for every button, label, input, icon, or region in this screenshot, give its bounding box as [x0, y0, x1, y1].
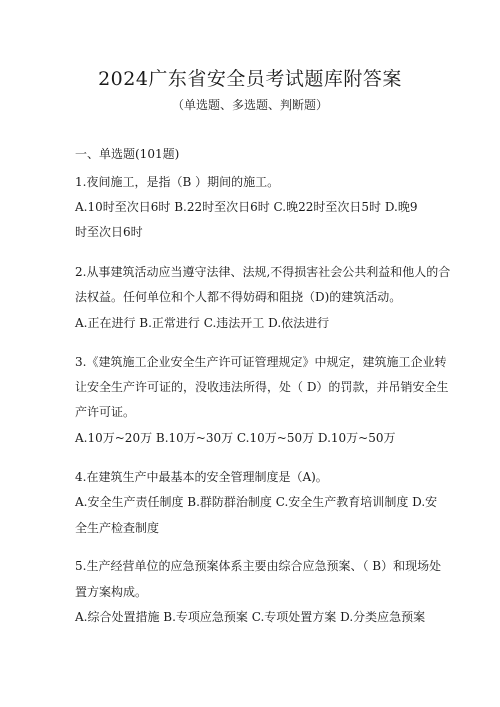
- question-3-stem-cont: 让安全生产许可证的，没收违法所得，处（ D）的罚款，并吊销安全生: [75, 380, 449, 394]
- question-3-options: A.10万~20万 B.10万~30万 C.10万~50万 D.10万~50万: [75, 431, 396, 445]
- question-2-stem: 2.从事建筑活动应当遵守法律、法规,不得损害社会公共利益和他人的合: [75, 265, 451, 279]
- question-4-stem: 4.在建筑生产中最基本的安全管理制度是（A)。: [75, 470, 328, 484]
- question-5-stem: 5.生产经营单位的应急预案体系主要由综合应急预案、（ B）和现场处: [75, 559, 442, 573]
- question-3-stem-end: 产许可证。: [75, 405, 136, 419]
- question-3-stem: 3.《建筑施工企业安全生产许可证管理规定》中规定，建筑施工企业转: [75, 355, 447, 369]
- question-4-options-cont: 全生产检查制度: [75, 521, 160, 535]
- question-5-stem-cont: 置方案构成。: [75, 585, 148, 599]
- question-1-options: A.10时至次日6时 B.22时至次日6时 C.晚22时至次日5时 D.晚9: [75, 200, 418, 214]
- question-2-options: A.正在进行 B.正常进行 C.违法开工 D.依法进行: [75, 316, 330, 330]
- question-1-stem: 1.夜间施工，是指（B ）期间的施工。: [75, 175, 280, 189]
- document-title: 2024广东省安全员考试题库附答案: [98, 68, 402, 90]
- document-subtitle: （单选题、多选题、判断题）: [171, 98, 328, 112]
- question-1-options-cont: 时至次日6时: [75, 225, 143, 239]
- question-5-options: A.综合处置措施 B.专项应急预案 C.专项处置方案 D.分类应急预案: [75, 610, 426, 624]
- question-2-stem-cont: 法权益。任何单位和个人都不得妨碍和阻挠（D)的建筑活动。: [75, 290, 402, 304]
- section-heading: 一、单选题(101题): [75, 147, 180, 161]
- question-4-options: A.安全生产责任制度 B.群防群治制度 C.安全生产教育培训制度 D.安: [75, 495, 438, 509]
